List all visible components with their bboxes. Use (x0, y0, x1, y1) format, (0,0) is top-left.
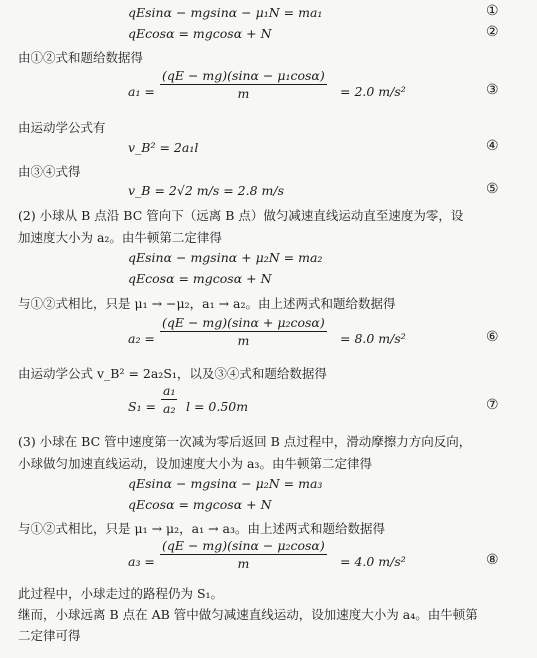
equation-vB-squared: v_B² = 2a₁l (128, 140, 199, 155)
text-line-10: 加速度大小为 a₂。由牛顿第二定律得 (18, 230, 222, 245)
text-line-17: (3) 小球在 BC 管中速度第一次减为零后返回 B 点过程中，滑动摩擦力方向反向， (18, 434, 472, 449)
fraction-numerator: (qE − mg)(sinα − μ₁cosα) (162, 68, 325, 83)
text-line-13: 与①②式相比，只是 μ₁ → −μ₂，a₁ → a₂。由上述两式和题给数据得 (18, 296, 396, 311)
text-line-18: 小球做匀加速直线运动，设加速度大小为 a₃。由牛顿第二定律得 (18, 456, 372, 471)
equation-number-2: ② (486, 24, 499, 40)
equation-number-5: ⑤ (486, 181, 499, 197)
fraction-bar (161, 399, 177, 400)
equation-vB: v_B = 2√2 m/s = 2.8 m/s (128, 183, 284, 198)
equation-number-6: ⑥ (486, 329, 499, 345)
equation-12: qEcosα = mgcosα + N (128, 271, 272, 286)
fraction-s1 (161, 383, 177, 416)
fraction-suffix-a3: = 4.0 m/s² (340, 554, 406, 569)
equation-11: qEsinα − mgsinα + μ₂N = ma₂ (128, 250, 323, 265)
text-line-5: 由运动学公式有 (18, 120, 106, 135)
equation-20: qEcosα = mgcosα + N (128, 497, 272, 512)
equation-19: qEsinα − mgsinα − μ₂N = ma₃ (128, 476, 323, 491)
fraction-bar (160, 554, 327, 555)
text-line-7: 由③④式得 (18, 164, 81, 179)
fraction-denominator: a₂ (163, 401, 176, 416)
equation-1: qEsinα − mgsinα − μ₁N = ma₁ (128, 5, 323, 20)
equation-number-3: ③ (486, 82, 499, 98)
fraction-prefix-s1: S₁ = (128, 399, 157, 414)
fraction-a1 (160, 68, 327, 101)
fraction-bar (160, 331, 327, 332)
equation-2: qEcosα = mgcosα + N (128, 26, 272, 41)
text-line-21: 与①②式相比，只是 μ₁ → μ₂，a₁ → a₃。由上述两式和题给数据得 (18, 521, 386, 536)
fraction-denominator: m (237, 556, 250, 571)
fraction-prefix-a1: a₁ = (128, 84, 155, 99)
fraction-numerator: a₁ (163, 383, 176, 398)
text-line-9: (2) 小球从 B 点沿 BC 管向下（远离 B 点）做匀减速直线运动直至速度为零，设 (18, 208, 464, 223)
equation-number-4: ④ (486, 138, 499, 154)
fraction-denominator: m (237, 333, 250, 348)
fraction-denominator: m (237, 86, 250, 101)
fraction-prefix-a3: a₃ = (128, 554, 155, 569)
fraction-bar (160, 84, 327, 85)
text-line-24: 继而，小球远离 B 点在 AB 管中做匀减速直线运动，设加速度大小为 a₄。由牛顿第 (18, 607, 478, 622)
fraction-suffix-a1: = 2.0 m/s² (340, 84, 406, 99)
fraction-numerator: (qE − mg)(sinα − μ₂cosα) (162, 538, 325, 553)
text-line-15: 由运动学公式 v_B² = 2a₂S₁，以及③④式和题给数据得 (18, 366, 327, 381)
equation-number-8: ⑧ (486, 552, 499, 568)
fraction-suffix-a2: = 8.0 m/s² (340, 331, 406, 346)
fraction-suffix-s1: l = 0.50m (186, 399, 249, 414)
text-line-23: 此过程中，小球走过的路程仍为 S₁。 (18, 586, 224, 601)
equation-number-7: ⑦ (486, 397, 499, 413)
fraction-a3 (160, 538, 327, 571)
fraction-prefix-a2: a₂ = (128, 331, 155, 346)
text-line-25: 二定律可得 (18, 628, 81, 643)
text-line-3: 由①②式和题给数据得 (18, 50, 144, 65)
fraction-a2 (160, 315, 327, 348)
equation-number-1: ① (486, 3, 499, 19)
fraction-numerator: (qE − mg)(sinα + μ₂cosα) (162, 315, 325, 330)
